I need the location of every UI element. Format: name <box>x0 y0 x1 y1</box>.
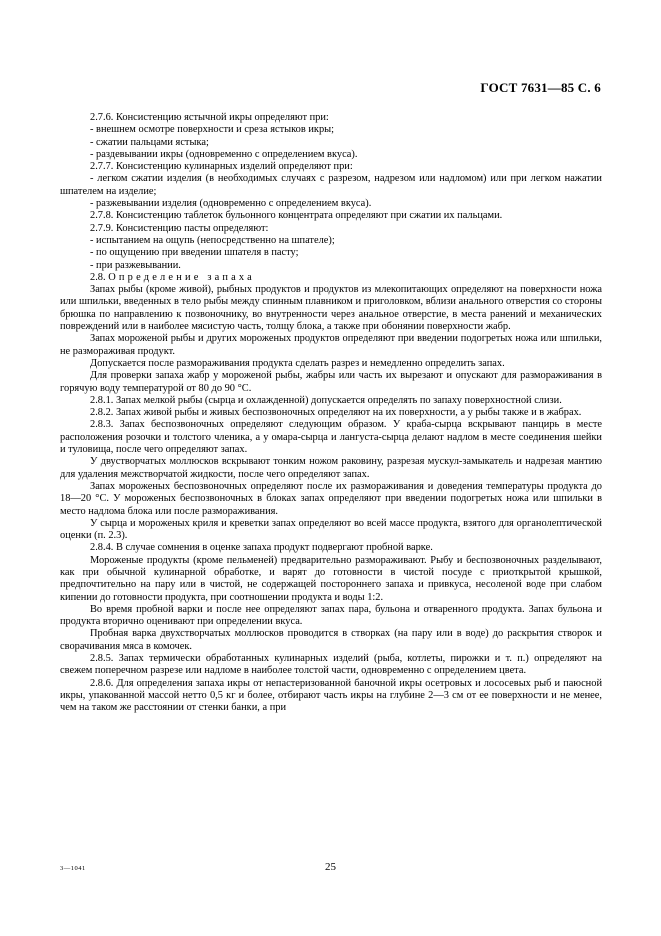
list-item: - раздевывании икры (одновременно с определением вкуса). <box>90 148 358 160</box>
paragraph: 2.7.6. Консистенцию ястычной икры определяют при: <box>90 112 329 123</box>
paragraph: Пробная варка двухстворчатых моллюсков проводится в створках (на пару или в воде) до раскрытия створок и сворачивания мяса в комочек. <box>60 628 602 652</box>
list-item: - внешнем осмотре поверхности и среза ястыков икры; <box>90 124 335 136</box>
paragraph: Запах мороженой рыбы и других мороженых продуктов определяют при введении подогретых ножа или шпильки, не размораживая продукт. <box>60 333 602 357</box>
section-title: Определение запаха <box>108 271 255 283</box>
list-item: - сжатии пальцами ястыка; <box>90 136 209 148</box>
paragraph: 2.7.7. Консистенцию кулинарных изделий определяют при: <box>90 161 353 173</box>
paragraph: 2.8.6. Для определения запаха икры от непастеризованной баночной икры осетровых и лососевых рыб и паюсной икры, упакованной массой нетто 0,5 кг и более, отбирают часть икры на глубине 2—3 см от ее поверхности и не менее, чем на таком же расстоянии от стенки банки, а при <box>60 677 602 714</box>
print-code: 3—1041 <box>60 865 86 872</box>
paragraph: Запах мороженых беспозвоночных определяют после их размораживания и доведения температуры продукта до 18—20 °С. У мороженых беспозвоночных в блоках запах определяют при введении подогретых ножа или шпильки в место надлома блока или после размораживания. <box>60 480 602 517</box>
paragraph: 2.8.2. Запах живой рыбы и живых беспозвоночных определяют на их поверхности, а у рыбы также и в жабрах. <box>90 407 582 419</box>
paragraph: 2.7.8. Консистенцию таблеток бульонного концентрата определяют при сжатии их пальцами. <box>90 210 503 222</box>
paragraph: 2.7.9. Консистенцию пасты определяют: <box>90 222 269 234</box>
page-header: ГОСТ 7631—85 С. 6 <box>480 80 601 95</box>
paragraph: Для проверки запаха жабр у мороженой рыбы, жабры или часть их вырезают и опускают для размораживания в горячую воду температурой от 80 до 90 °С. <box>60 370 602 394</box>
list-item: - по ощущению при введении шпателя в пасту; <box>90 247 299 259</box>
paragraph: Запах рыбы (кроме живой), рыбных продуктов и продуктов из млекопитающих определяют на поверхности ножа или шпильки, введенных в тело рыбы между спинным плавником и приголовком, вблизи анального отверстия со стороны брюшка по направлению к позвоночнику, во внутренности через анальное отверстие, в места ранений и механических повреждений или в наиболее мясистую часть, толщу блока, а также при обонянии поверхности жабр. <box>60 284 602 333</box>
paragraph: У сырца и мороженых криля и креветки запах определяют во всей массе продукта, взятого для органолептической оценки (п. 2.3). <box>60 517 602 542</box>
paragraph: У двустворчатых моллюсков вскрывают тонким ножом раковину, разрезая мускул-замыкатель и надрезая мантию для удаления межстворчатой жидкости, после чего определяют запах. <box>60 456 602 480</box>
section-heading <box>60 272 602 284</box>
paragraph: Допускается после размораживания продукта сделать разрез и немедленно определить запах. <box>90 357 505 369</box>
section-number: 2.8. <box>90 271 106 283</box>
list-item: - испытанием на ощупь (непосредственно на шпателе); <box>90 234 335 246</box>
document-body <box>60 112 602 715</box>
paragraph: 2.8.3. Запах беспозвоночных определяют следующим образом. У краба-сырца вскрывают панцирь в месте расположения розочки и толстого членика, а у омара-сырца и лангуста-сырца делают надлом в месте соединения шейки и туловища, после чего определяют запах. <box>60 419 602 456</box>
paragraph: Мороженые продукты (кроме пельменей) предварительно размораживают. Рыбу и беспозвоночных разделывают, как при обычной кулинарной обработке, и варят до готовности в чистой посуде с приоткрытой крышкой, предпочтительно на пару или в чистой, не содержащей постороннего запаха и привкуса, несоленой воде при слабом кипении до готовности продукта, при соотношении продукта и воды 1:2. <box>60 554 602 603</box>
page-number: 25 <box>325 861 336 873</box>
list-item: - при разжевывании. <box>90 259 181 271</box>
paragraph: 2.8.5. Запах термически обработанных кулинарных изделий (рыба, котлеты, пирожки и т. п.) определяют на свежем поперечном разрезе или надломе в наиболее толстой части, одновременно с определением цвета. <box>60 653 602 677</box>
list-item: - легком сжатии изделия (в необходимых случаях с разрезом, надрезом или надломом) или при легком нажатии шпателем на изделие; <box>60 173 602 197</box>
list-item: - разжевывании изделия (одновременно с определением вкуса). <box>90 198 372 210</box>
paragraph: Во время пробной варки и после нее определяют запах пара, бульона и отваренного продукта. Запах бульона и продукта вторично оценивают при определении вкуса. <box>60 603 602 628</box>
paragraph: 2.8.1. Запах мелкой рыбы (сырца и охлажденной) допускается определять по запаху поверхностной слизи. <box>90 394 562 406</box>
paragraph: 2.8.4. В случае сомнения в оценке запаха продукт подвергают пробной варке. <box>90 542 433 554</box>
